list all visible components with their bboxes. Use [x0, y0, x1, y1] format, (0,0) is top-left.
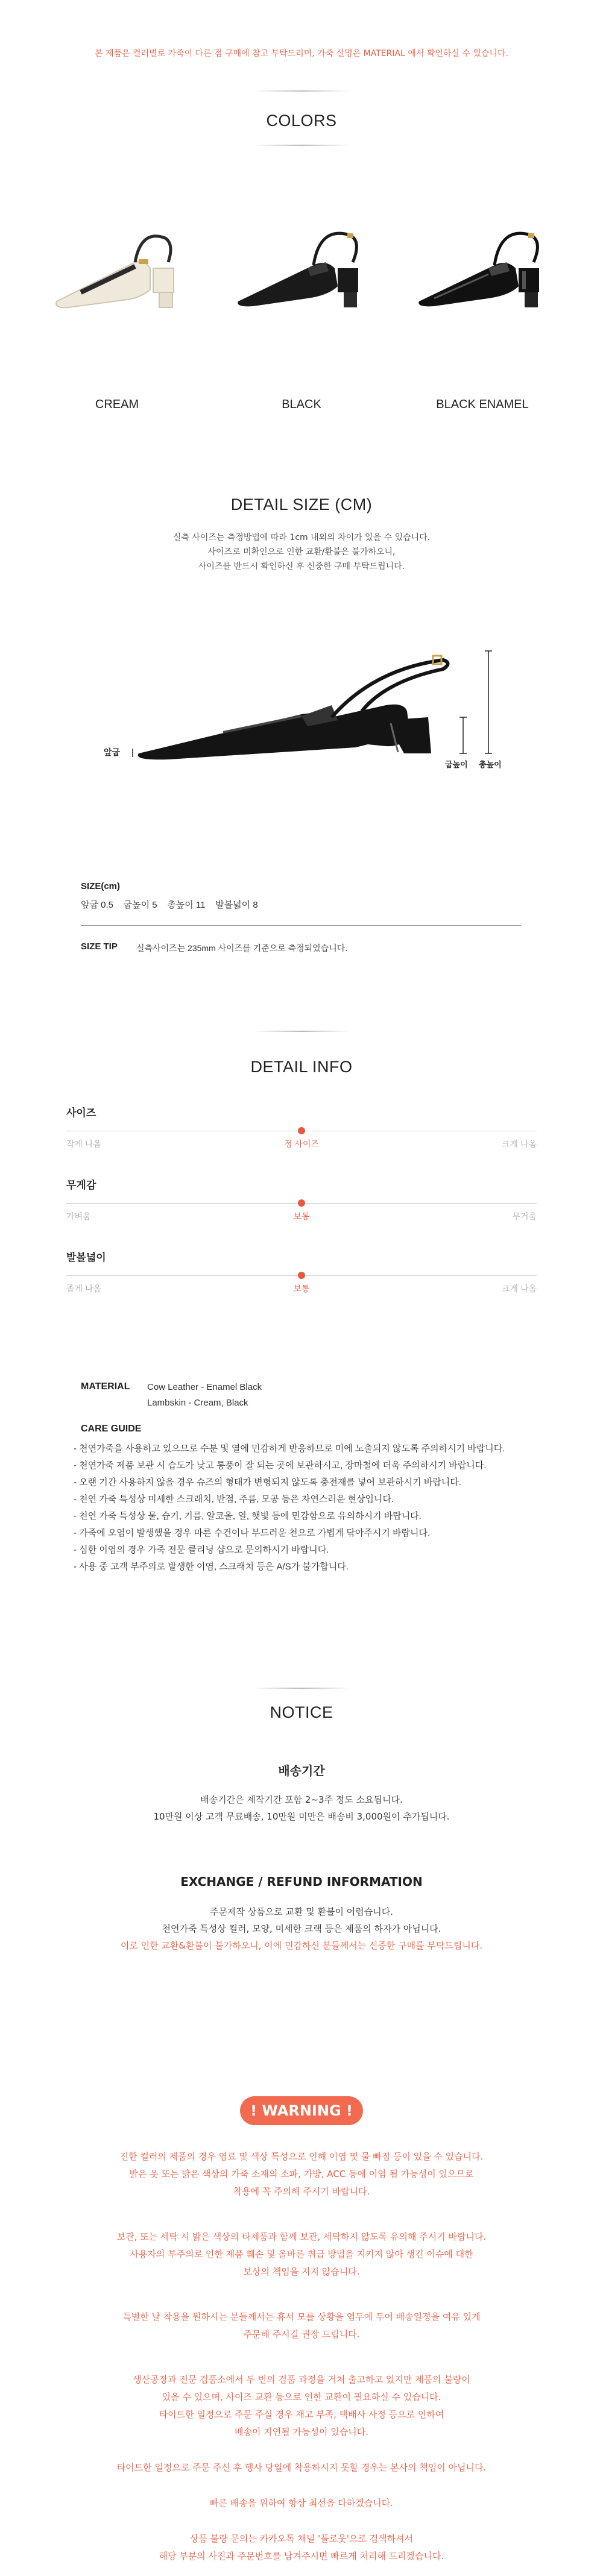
material-line-1: Cow Leather - Enamel Black [147, 1382, 262, 1392]
material-line-2: Lambskin - Cream, Black [147, 1398, 248, 1408]
exchange-head: EXCHANGE / REFUND INFORMATION [180, 1874, 423, 1889]
scale-left-weight: 가벼움 [66, 1211, 91, 1221]
warning-text: 밝은 옷 또는 밝은 색상의 가죽 소재의 소파, 가방, ACC 등에 이염 될 가능성이 있으므로 [129, 2169, 474, 2179]
warning-text: 생산공장과 전문 검품소에서 두 번의 검품 과정을 거쳐 출고하고 있지만 제품의 불량이 [133, 2374, 470, 2385]
scale-title-size: 사이즈 [66, 1107, 96, 1119]
delivery-line-2: 10만원 이상 고객 무료배송, 10만원 미만은 배송비 3,000원이 추가됩니다. [153, 1811, 450, 1822]
shoe-image-black-enamel [410, 211, 555, 313]
care-item: - 심한 이염의 경우 가죽 전문 클리닝 샵으로 문의하시기 바랍니다. [74, 1545, 329, 1555]
diagram-label-total: 총높이 [479, 761, 502, 770]
material-label: MATERIAL [81, 1381, 130, 1392]
size-note-2: 사이즈로 미확인으로 인한 교환/환불은 불가하오니, [207, 547, 396, 557]
scale-marker-width [298, 1272, 305, 1279]
size-diagram [103, 603, 555, 784]
care-item: - 오랜 기간 사용하지 않을 경우 슈즈의 형태가 변형되지 않도록 충전재를 넣어 보관하시기 바랍니다. [74, 1477, 461, 1487]
title-divider [253, 145, 350, 146]
warning-text: 특별한 날 착용을 원하시는 분들께서는 휴서 모를 상황을 염두에 두어 배송일정을 여유 있게 [122, 2311, 481, 2322]
exchange-line-2: 천연가죽 특성상 컬러, 모양, 미세한 크랙 등은 제품의 하자가 아닙니다. [162, 1923, 441, 1934]
scale-marker-size [298, 1127, 305, 1134]
care-item: - 천연 가죽 특성상 물, 습기, 기름, 알코올, 열, 햇빛 등에 민감함으로 유의하시기 바랍니다. [74, 1511, 421, 1521]
care-item: - 사용 중 고객 부주의로 발생한 이염, 스크래치 등은 A/S가 불가합니다. [74, 1562, 349, 1572]
size-note-1: 실측 사이즈는 측정방법에 따라 1cm 내외의 차이가 있을 수 있습니다. [172, 533, 431, 542]
warning-text: 타이트한 일정으로 주문 주실 경우 재고 부족, 택배사 사정 등으로 인하여 [159, 2409, 444, 2420]
warning-text: 사용자의 부주의로 인한 제품 훼손 및 올바른 취급 방법을 지키지 않아 생긴 이슈에 대한 [130, 2249, 473, 2260]
delivery-head: 배송기간 [278, 1764, 325, 1778]
detail-size-title: DETAIL SIZE (CM) [230, 495, 373, 514]
title-divider [253, 1688, 350, 1689]
diagram-label-toe: 앞굽 [104, 748, 121, 758]
scale-mid-weight: 보통 [293, 1211, 310, 1221]
scale-right-width: 크게 나옴 [502, 1284, 537, 1293]
care-guide-list [74, 1440, 568, 1575]
size-divider [81, 925, 521, 926]
size-values: 앞굽 0.5 굽높이 5 총높이 11 발볼넓이 8 [81, 900, 258, 910]
size-tip-text: 실측사이즈는 235mm 사이즈를 기준으로 측정되었습니다. [136, 943, 348, 953]
color-label-black: BLACK [282, 398, 321, 411]
warning-text: 주문해 주시길 권장 드립니다. [243, 2329, 360, 2340]
care-item: - 천연가죽을 사용하고 있으므로 수분 및 열에 민감하게 반응하므로 미에 노출되지 않도록 주의하시기 바랍니다. [74, 1444, 505, 1454]
diagram-label-heel: 굽높이 [445, 761, 468, 770]
scale-right-weight: 무거움 [512, 1211, 537, 1221]
care-item: - 가죽에 오염이 발생했을 경우 마른 수건이나 부드러운 천으로 가볍게 닦아주시기 바랍니다. [74, 1528, 431, 1538]
care-item: - 천연가죽 제품 보관 시 습도가 낮고 통풍이 잘 되는 곳에 보관하시고, 장마철에 더욱 주의하시기 바랍니다. [74, 1460, 487, 1471]
size-tip-label: SIZE TIP [81, 941, 118, 952]
scale-left-width: 좁게 나옴 [66, 1284, 101, 1293]
top-material-note: 본 제품은 컬러별로 가죽이 다른 점 구매에 참고 부탁드리며, 가죽 설명은 MATERIAL 에서 확인하실 수 있습니다. [95, 49, 508, 58]
delivery-line-1: 배송기간은 제작기간 포함 2~3주 정도 소요됩니다. [200, 1794, 403, 1805]
scale-marker-weight [298, 1199, 305, 1207]
scale-mid-width: 보통 [293, 1284, 310, 1293]
scale-title-weight: 무게감 [66, 1180, 96, 1191]
warning-text: 보상의 책임을 지지 않습니다. [243, 2266, 360, 2277]
detail-info-title: DETAIL INFO [250, 1058, 353, 1076]
shoe-image-cream [45, 211, 189, 313]
size-head: SIZE(cm) [81, 881, 121, 891]
warning-text: 있을 수 있으며, 사이즈 교환 등으로 인한 교환이 필요하실 수 있습니다. [162, 2392, 441, 2402]
warning-text: 진한 컬러의 제품의 경우 염료 및 색상 특성으로 인해 이염 및 물 빠짐 등이 있을 수 있습니다. [119, 2151, 484, 2162]
warning-badge: ! WARNING ! [240, 2096, 363, 2125]
title-divider [253, 90, 350, 92]
color-label-black-enamel: BLACK ENAMEL [436, 398, 529, 411]
warning-text: 해당 부분의 사진과 주문번호를 남겨주시면 빠르게 처리해 드리겠습니다. [159, 2551, 444, 2562]
shoe-image-black [229, 211, 374, 313]
warning-text: 타이트한 일정으로 주문 주신 후 행사 당일에 착용하시지 못할 경우는 본사의 책임이 아닙니다. [116, 2462, 487, 2473]
warning-text: 보관, 또는 세탁 시 밝은 색상의 타제품과 함께 보관, 세탁하지 않도록 유의해 주시기 바랍니다. [116, 2231, 487, 2242]
color-label-cream: CREAM [95, 398, 139, 411]
warning-text: 빠른 배송을 위하여 항상 최선을 다하겠습니다. [210, 2498, 393, 2508]
warning-text: 착용에 꼭 주의해 주시기 바랍니다. [233, 2186, 370, 2197]
care-item: - 천연 가죽 특성상 미세한 스크래치, 반점, 주름, 모공 등은 자연스러운 현상입니다. [74, 1494, 394, 1504]
notice-title: NOTICE [270, 1703, 333, 1721]
colors-title: COLORS [266, 112, 337, 130]
scale-left-size: 작게 나옴 [66, 1139, 101, 1149]
scale-right-size: 크게 나옴 [502, 1139, 537, 1149]
exchange-warning: 이로 인한 교환&환불이 불가하오니, 이에 민감하신 분들께서는 신중한 구매를 부탁드립니다. [120, 1940, 483, 1951]
size-note-3: 사이즈를 반드시 확인하신 후 신중한 구매 부탁드립니다. [198, 562, 405, 571]
warning-text: 배송이 지연될 가능성이 있습니다. [235, 2427, 368, 2437]
title-divider [253, 1031, 350, 1032]
care-guide-label: CARE GUIDE [81, 1424, 142, 1434]
exchange-line-1: 주문제작 상품으로 교환 및 환불이 어렵습니다. [210, 1906, 393, 1917]
scale-mid-size: 정 사이즈 [284, 1139, 319, 1149]
warning-text: 상품 불량 문의는 카카오톡 채널 '플로웃'으로 검색하셔서 [189, 2533, 414, 2544]
warning-block [0, 2148, 603, 2565]
scale-title-width: 발볼넓이 [66, 1252, 106, 1263]
